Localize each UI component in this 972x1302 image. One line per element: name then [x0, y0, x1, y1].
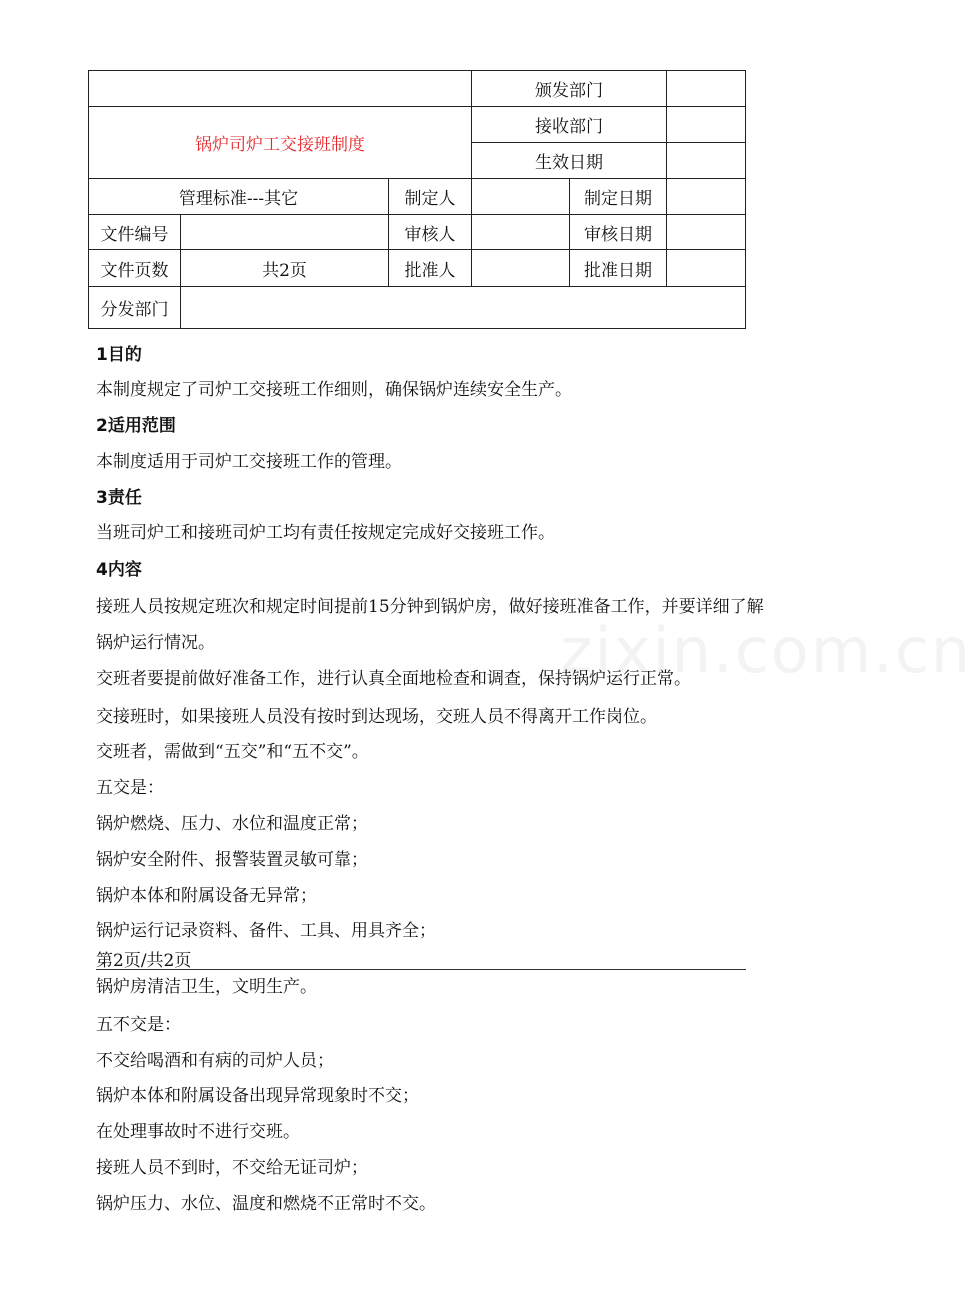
section-2-text: 本制度适用于司炉工交接班工作的管理。	[96, 452, 402, 472]
list-item: 锅炉压力、水位、温度和燃烧不正常时不交。	[96, 1194, 436, 1214]
section-1-heading: 1目的	[96, 345, 142, 365]
list-item: 锅炉燃烧、压力、水位和温度正常；	[96, 814, 368, 834]
approver-value	[472, 250, 570, 287]
author-date-label: 制定日期	[570, 179, 667, 215]
effective-date-value	[667, 143, 746, 179]
list-item: 接班人员不到时，不交给无证司炉；	[96, 1158, 368, 1178]
issuing-dept-value	[667, 71, 746, 107]
five-no-title: 五不交是：	[96, 1015, 181, 1035]
approve-date-label: 批准日期	[570, 250, 667, 287]
section-4-paragraph: 接班人员按规定班次和规定时间提前15分钟到锅炉房，做好接班准备工作，并要详细了解	[96, 597, 764, 617]
author-value	[472, 179, 570, 215]
page-footer: 第2页/共2页	[96, 951, 192, 971]
watermark: zixin.com.cn	[560, 614, 972, 687]
approve-date-value	[667, 250, 746, 287]
section-2-heading: 2适用范围	[96, 416, 176, 436]
review-date-value	[667, 215, 746, 250]
section-4-heading: 4内容	[96, 560, 142, 580]
approver-label: 批准人	[389, 250, 472, 287]
document-title: 锅炉司炉工交接班制度	[89, 107, 472, 179]
category-cell: 管理标准---其它	[89, 179, 389, 215]
list-item: 锅炉房清洁卫生，文明生产。	[96, 977, 317, 997]
reviewer-label: 审核人	[389, 215, 472, 250]
doc-number-label: 文件编号	[89, 215, 181, 250]
distribution-value	[181, 287, 746, 329]
review-date-label: 审核日期	[570, 215, 667, 250]
author-label: 制定人	[389, 179, 472, 215]
document-header-table	[88, 70, 746, 329]
list-item: 锅炉安全附件、报警装置灵敏可靠；	[96, 850, 368, 870]
list-item: 不交给喝酒和有病的司炉人员；	[96, 1051, 334, 1071]
section-3-heading: 3责任	[96, 488, 142, 508]
author-date-value	[667, 179, 746, 215]
doc-number-value	[181, 215, 389, 250]
section-3-text: 当班司炉工和接班司炉工均有责任按规定完成好交接班工作。	[96, 523, 555, 543]
footer-divider	[96, 969, 746, 970]
receiving-dept-value	[667, 107, 746, 143]
section-4-paragraph: 锅炉运行情况。	[96, 633, 215, 653]
list-item: 锅炉本体和附属设备出现异常现象时不交；	[96, 1086, 419, 1106]
section-4-paragraph: 交班者要提前做好准备工作，进行认真全面地检查和调查，保持锅炉运行正常。	[96, 669, 691, 689]
issuing-dept-label: 颁发部门	[472, 71, 667, 107]
list-item: 在处理事故时不进行交班。	[96, 1122, 300, 1142]
section-4-paragraph: 交班者，需做到“五交”和“五不交”。	[96, 742, 369, 762]
effective-date-label: 生效日期	[472, 143, 667, 179]
blank-cell	[89, 71, 472, 107]
five-hand-title: 五交是：	[96, 778, 164, 798]
section-4-paragraph: 交接班时，如果接班人员没有按时到达现场，交班人员不得离开工作岗位。	[96, 707, 657, 727]
distribution-label: 分发部门	[89, 287, 181, 329]
section-1-text: 本制度规定了司炉工交接班工作细则，确保锅炉连续安全生产。	[96, 380, 572, 400]
page-count-value: 共2页	[181, 250, 389, 287]
receiving-dept-label: 接收部门	[472, 107, 667, 143]
list-item: 锅炉本体和附属设备无异常；	[96, 886, 317, 906]
page-count-label: 文件页数	[89, 250, 181, 287]
list-item: 锅炉运行记录资料、备件、工具、用具齐全；	[96, 921, 436, 941]
reviewer-value	[472, 215, 570, 250]
